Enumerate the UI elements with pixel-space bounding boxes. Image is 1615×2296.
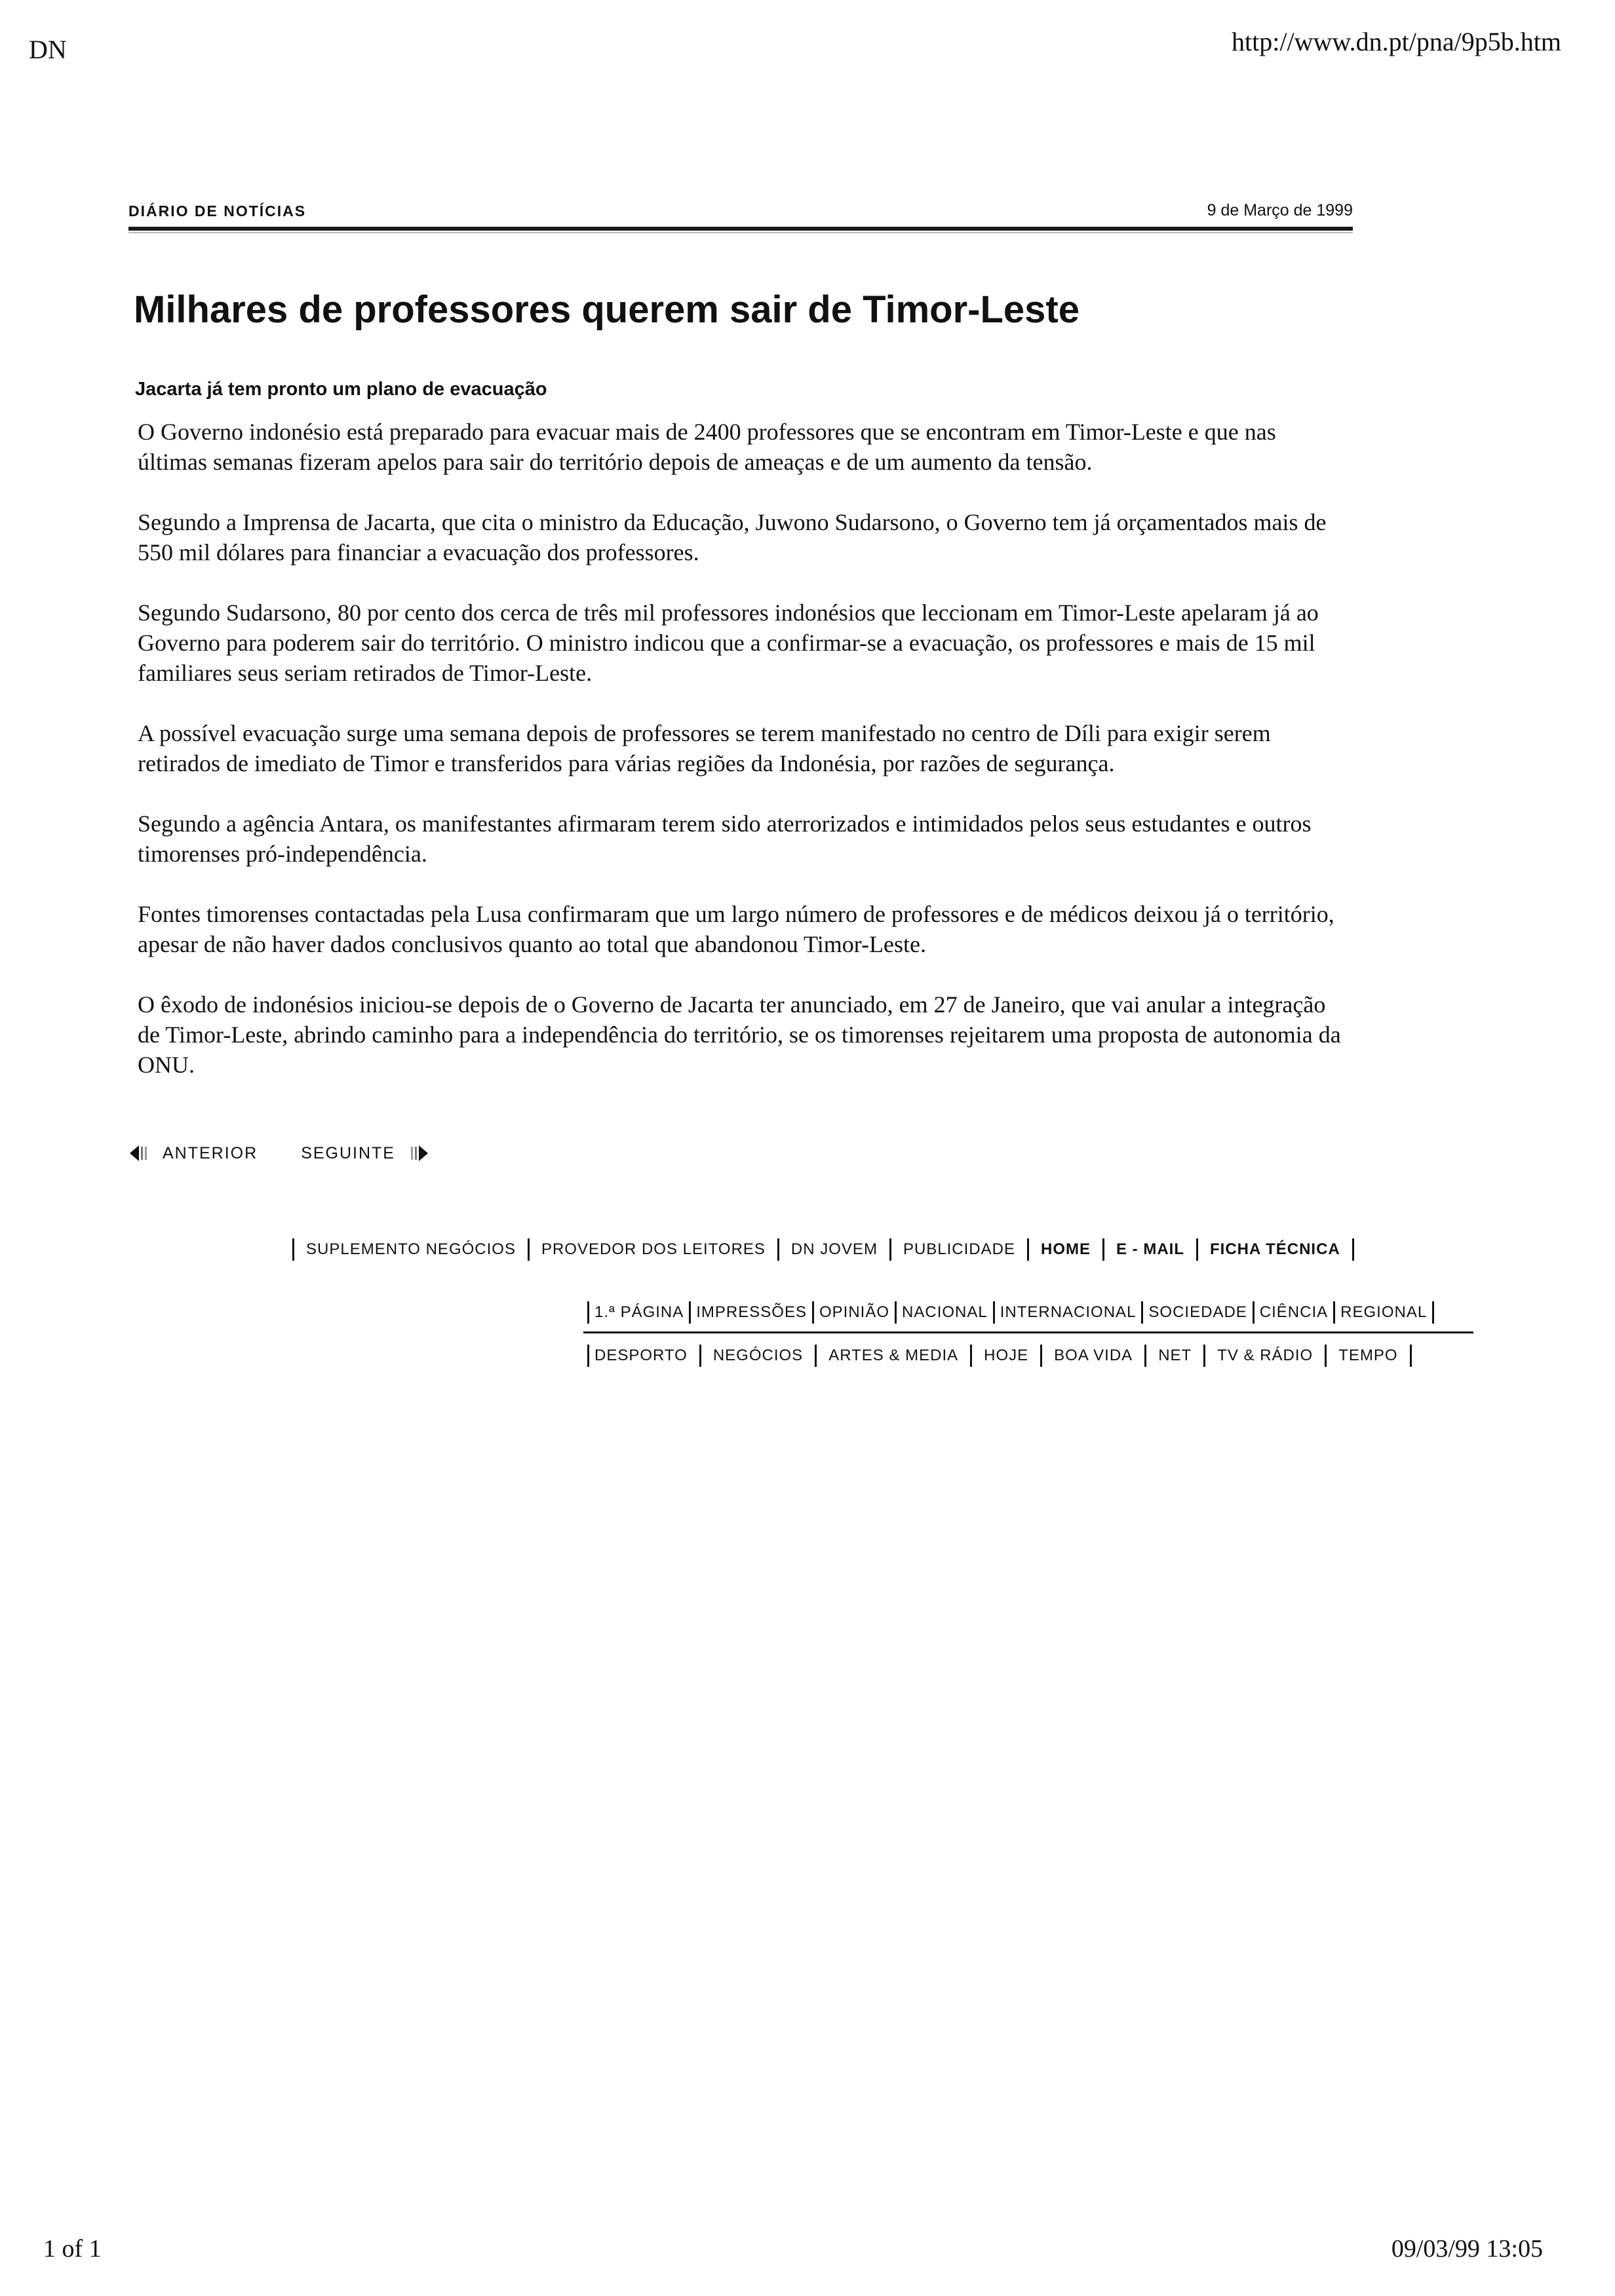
next-article-link[interactable] (301, 1143, 429, 1164)
nav-separator (587, 1301, 589, 1324)
article-pager (128, 1143, 429, 1164)
nav-link-sociedade[interactable]: SOCIEDADE (1148, 1303, 1247, 1321)
nav-link-hoje[interactable]: HOJE (984, 1347, 1029, 1364)
article-subtitle: Jacarta já tem pronto um plano de evacuação (135, 379, 547, 400)
nav-link-primeira-pagina[interactable]: 1.ª PÁGINA (594, 1303, 684, 1321)
article-body (138, 417, 1350, 1110)
nav-divider (583, 1331, 1473, 1333)
nav-separator (1102, 1238, 1104, 1261)
nav-row-services (281, 1238, 1366, 1261)
article-paragraph: A possível evacuação surge uma semana depois de professores se terem manifestado no centro de Díli para exigir serem retirados de imediato de Timor e transferidos para várias regiões da Indonésia, por razões de segurança. (138, 720, 1271, 776)
masthead-rule (128, 227, 1353, 231)
nav-separator (699, 1345, 701, 1367)
nav-row-topics (582, 1345, 1424, 1367)
nav-link-suplemento-negocios[interactable]: SUPLEMENTO NEGÓCIOS (306, 1240, 516, 1258)
nav-separator (1027, 1238, 1029, 1261)
nav-link-ficha-tecnica[interactable]: FICHA TÉCNICA (1209, 1240, 1340, 1258)
nav-separator (1144, 1345, 1146, 1367)
nav-separator (777, 1238, 779, 1261)
print-header-site: DN (29, 35, 67, 64)
nav-link-email[interactable]: E - MAIL (1116, 1240, 1184, 1258)
article-paragraph: Segundo a Imprensa de Jacarta, que cita o ministro da Educação, Juwono Sudarsono, o Governo tem já orçamentados mais de 550 mil dólares para financiar a evacuação dos professores. (138, 509, 1327, 565)
print-header-url: http://www.dn.pt/pna/9p5b.htm (1232, 27, 1561, 56)
nav-link-opiniao[interactable]: OPINIÃO (819, 1303, 890, 1321)
next-label: SEGUINTE (301, 1143, 395, 1162)
nav-separator (292, 1238, 294, 1261)
nav-separator (689, 1301, 691, 1324)
print-footer-page-count: 1 of 1 (43, 2235, 102, 2263)
publication-date: 9 de Março de 1999 (1207, 201, 1353, 220)
article-paragraph: Segundo Sudarsono, 80 por cento dos cerca de três mil professores indonésios que leccionam em Timor-Leste apelaram já ao Governo para poderem sair do território. O ministro indicou que a confirmar-se a evacuação, os professores e mais de 15 mil familiares seus seriam retirados de Timor-Leste. (138, 600, 1319, 686)
nav-link-dn-jovem[interactable]: DN JOVEM (790, 1240, 878, 1258)
nav-separator (1432, 1301, 1434, 1324)
nav-row-sections (582, 1301, 1439, 1324)
nav-separator (1196, 1238, 1198, 1261)
previous-label: ANTERIOR (163, 1143, 258, 1162)
nav-link-impressoes[interactable]: IMPRESSÕES (696, 1303, 807, 1321)
nav-separator (970, 1345, 972, 1367)
nav-link-ciencia[interactable]: CIÊNCIA (1259, 1303, 1329, 1321)
article-paragraph: O êxodo de indonésios iniciou-se depois de o Governo de Jacarta ter anunciado, em 27 de Janeiro, que vai anular a integração de Timor-Leste, abrindo caminho para a independência do território, se os timorenses rejeitarem uma proposta de autonomia da ONU. (138, 991, 1341, 1078)
article-title: Milhares de professores querem sair de Timor-Leste (134, 288, 1080, 331)
nav-link-artes-media[interactable]: ARTES & MEDIA (828, 1347, 959, 1364)
nav-link-tempo[interactable]: TEMPO (1338, 1347, 1398, 1364)
nav-separator (528, 1238, 530, 1261)
arrow-right-icon (404, 1143, 429, 1164)
article-paragraph: Fontes timorenses contactadas pela Lusa confirmaram que um largo número de professores e de médicos deixou já o território, apesar de não haver dados conclusivos quanto ao total que abandonou Timor-Leste. (138, 901, 1334, 957)
masthead-rule-shadow (128, 232, 1353, 233)
print-footer-datetime: 09/03/99 13:05 (1391, 2235, 1543, 2263)
nav-separator (1253, 1301, 1255, 1324)
arrow-left-icon (128, 1143, 153, 1164)
nav-link-desporto[interactable]: DESPORTO (594, 1347, 688, 1364)
nav-link-negocios[interactable]: NEGÓCIOS (712, 1347, 804, 1364)
previous-article-link[interactable] (128, 1143, 258, 1164)
nav-separator (815, 1345, 817, 1367)
nav-separator (1040, 1345, 1042, 1367)
newspaper-brand: DIÁRIO DE NOTÍCIAS (128, 202, 307, 220)
nav-link-home[interactable]: HOME (1040, 1240, 1091, 1258)
nav-separator (1325, 1345, 1327, 1367)
nav-link-provedor-leitores[interactable]: PROVEDOR DOS LEITORES (541, 1240, 766, 1258)
nav-link-nacional[interactable]: NACIONAL (902, 1303, 988, 1321)
nav-separator (1410, 1345, 1412, 1367)
nav-separator (895, 1301, 897, 1324)
masthead (128, 197, 1353, 233)
nav-link-publicidade[interactable]: PUBLICIDADE (903, 1240, 1015, 1258)
nav-separator (1333, 1301, 1335, 1324)
nav-separator (1352, 1238, 1354, 1261)
article-paragraph: Segundo a agência Antara, os manifestantes afirmaram terem sido aterrorizados e intimidados pelos seus estudantes e outros timorenses pró-independência. (138, 811, 1312, 867)
nav-link-tv-radio[interactable]: TV & RÁDIO (1217, 1347, 1313, 1364)
nav-separator (889, 1238, 891, 1261)
nav-separator (812, 1301, 814, 1324)
nav-link-net[interactable]: NET (1158, 1347, 1192, 1364)
article-paragraph: O Governo indonésio está preparado para evacuar mais de 2400 professores que se encontram em Timor-Leste e que nas últimas semanas fizeram apelos para sair do território depois de ameaças e de um aumento da tensão. (138, 419, 1276, 475)
nav-link-internacional[interactable]: INTERNACIONAL (1000, 1303, 1137, 1321)
nav-separator (587, 1345, 589, 1367)
nav-link-regional[interactable]: REGIONAL (1340, 1303, 1428, 1321)
nav-link-boa-vida[interactable]: BOA VIDA (1054, 1347, 1133, 1364)
nav-separator (1203, 1345, 1205, 1367)
nav-separator (993, 1301, 995, 1324)
nav-separator (1141, 1301, 1143, 1324)
